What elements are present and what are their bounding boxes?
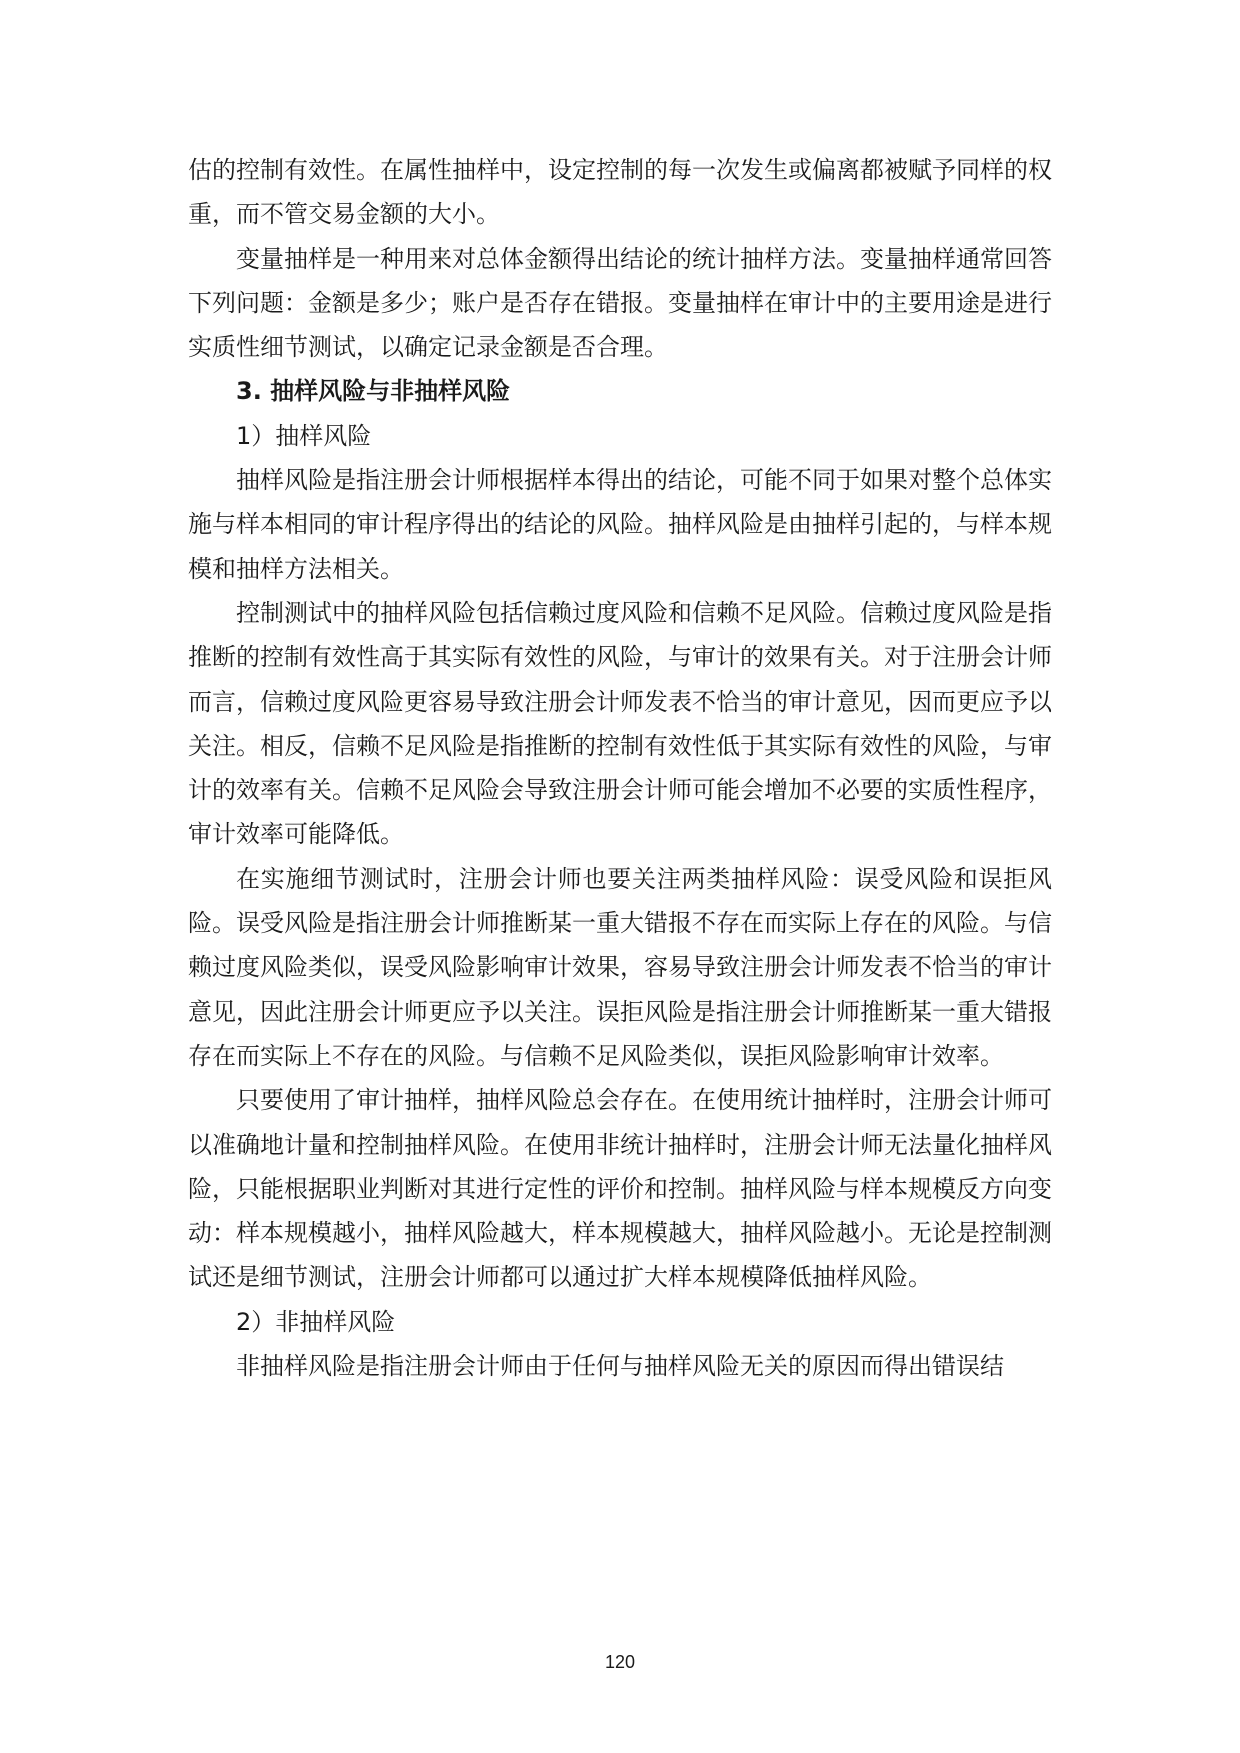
paragraph-control-test-risks: 控制测试中的抽样风险包括信赖过度风险和信赖不足风险。信赖过度风险是指推断的控制有效性高于其实际有效性的风险，与审计的效果有关。对于注册会计师而言，信赖过度风险更容易导致注册会计师发表不恰当的审计意见，因而更应予以关注。相反，信赖不足风险是指推断的控制有效性低于其实际有效性的风险，与审计的效率有关。信赖不足风险会导致注册会计师可能会增加不必要的实质性程序，审计效率可能降低。 xyxy=(188,598,1052,849)
paragraph-sampling-risk-definition: 抽样风险是指注册会计师根据样本得出的结论，可能不同于如果对整个总体实施与样本相同的审计程序得出的结论的风险。抽样风险是由抽样引起的，与样本规模和抽样方法相关。 xyxy=(188,466,1052,583)
page-number: 120 xyxy=(604,1652,636,1672)
paragraph-variable-sampling: 变量抽样是一种用来对总体金额得出结论的统计抽样方法。变量抽样通常回答下列问题：金额是多少；账户是否存在错报。变量抽样在审计中的主要用途是进行实质性细节测试，以确定记录金额是否合理。 xyxy=(188,244,1052,362)
subheading-non-sampling-risk: 2）非抽样风险 xyxy=(236,1307,396,1336)
document-body xyxy=(188,148,1052,1388)
paragraph-sampling-risk-control: 只要使用了审计抽样，抽样风险总会存在。在使用统计抽样时，注册会计师可以准确地计量和控制抽样风险。在使用非统计抽样时，注册会计师无法量化抽样风险，只能根据职业判断对其进行定性的评价和控制。抽样风险与样本规模反方向变动：样本规模越小，抽样风险越大，样本规模越大，抽样风险越小。无论是控制测试还是细节测试，注册会计师都可以通过扩大样本规模降低抽样风险。 xyxy=(188,1086,1052,1292)
subheading-sampling-risk: 1）抽样风险 xyxy=(236,421,372,450)
paragraph-attribute-sampling-continued: 估的控制有效性。在属性抽样中，设定控制的每一次发生或偏离都被赋予同样的权重，而不管交易金额的大小。 xyxy=(188,156,1052,229)
paragraph-non-sampling-risk-definition: 非抽样风险是指注册会计师由于任何与抽样风险无关的原因而得出错误结 xyxy=(236,1352,1004,1381)
section-heading-sampling-risk: 3. 抽样风险与非抽样风险 xyxy=(236,377,511,406)
paragraph-detail-test-risks: 在实施细节测试时，注册会计师也要关注两类抽样风险：误受风险和误拒风险。误受风险是指注册会计师推断某一重大错报不存在而实际上存在的风险。与信赖过度风险类似，误受风险影响审计效果，容易导致注册会计师发表不恰当的审计意见，因此注册会计师更应予以关注。误拒风险是指注册会计师推断某一重大错报存在而实际上不存在的风险。与信赖不足风险类似，误拒风险影响审计效率。 xyxy=(188,864,1052,1070)
